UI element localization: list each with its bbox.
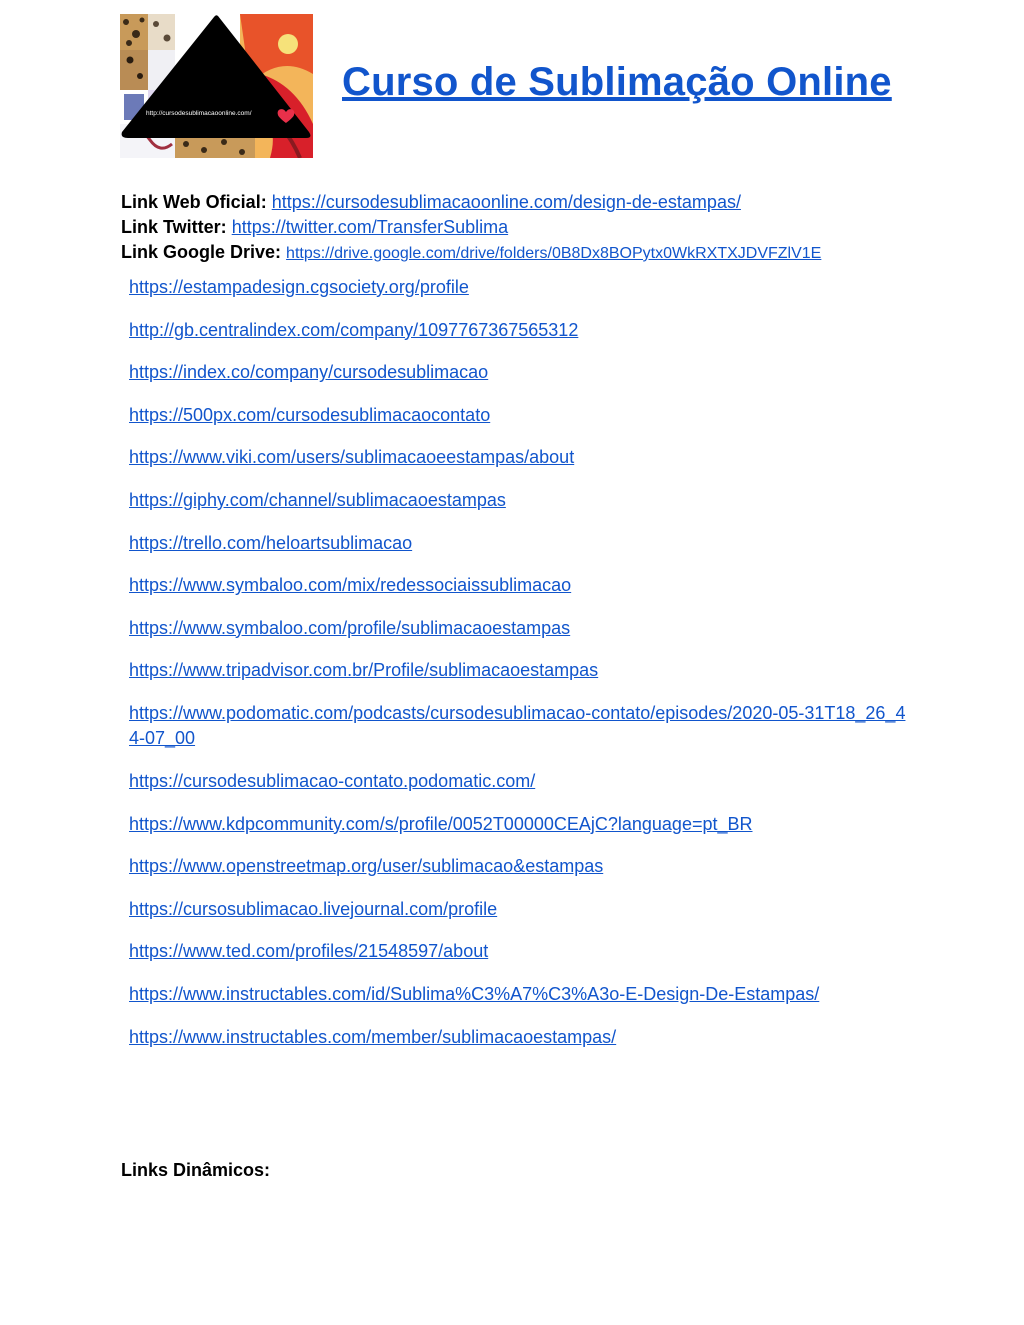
google-drive-link[interactable]: https://drive.google.com/drive/folders/0B8Dx8BOPytx0WkRXTXJDVFZlV1E bbox=[286, 245, 822, 262]
info-label: Link Google Drive: bbox=[121, 242, 282, 262]
profile-link[interactable]: https://cursodesublimacao-contato.podomatic.com/ bbox=[129, 771, 536, 792]
page-title[interactable]: Curso de Sublimação Online bbox=[342, 60, 892, 104]
profile-link[interactable]: https://cursosublimacao.livejournal.com/profile bbox=[129, 898, 498, 919]
profile-link[interactable]: https://www.openstreetmap.org/user/sublimacao&estampas bbox=[129, 856, 604, 877]
info-line-twitter bbox=[121, 216, 508, 238]
profile-link[interactable]: https://www.podomatic.com/podcasts/cursodesublimacao-contato/episodes/2020-05-31T18_26_44-07_00 bbox=[129, 702, 906, 749]
list-item bbox=[129, 403, 909, 429]
profile-link[interactable]: https://giphy.com/channel/sublimacaoestampas bbox=[129, 489, 506, 510]
link-list bbox=[129, 275, 909, 1067]
profile-link[interactable]: https://www.kdpcommunity.com/s/profile/0052T00000CEAjC?language=pt_BR bbox=[129, 813, 753, 834]
profile-link[interactable]: https://www.tripadvisor.com.br/Profile/sublimacaoestampas bbox=[129, 660, 599, 681]
list-item bbox=[129, 531, 909, 557]
list-item bbox=[129, 275, 909, 301]
web-oficial-link[interactable]: https://cursodesublimacaoonline.com/design-de-estampas/ bbox=[271, 192, 741, 212]
list-item bbox=[129, 1025, 909, 1051]
profile-link[interactable]: https://www.symbaloo.com/mix/redessociaissublimacao bbox=[129, 575, 572, 596]
list-item bbox=[129, 769, 909, 795]
list-item bbox=[129, 360, 909, 386]
profile-link[interactable]: https://estampadesign.cgsociety.org/profile bbox=[129, 277, 469, 297]
list-item bbox=[129, 701, 909, 752]
profile-link[interactable]: https://www.viki.com/users/sublimacaoeestampas/about bbox=[129, 447, 575, 468]
profile-link[interactable]: https://index.co/company/cursodesublimacao bbox=[129, 362, 489, 383]
dynamic-links-heading: Links Dinâmicos: bbox=[121, 1160, 271, 1180]
info-label: Link Web Oficial: bbox=[121, 192, 267, 212]
list-item bbox=[129, 982, 909, 1008]
list-item bbox=[129, 318, 909, 344]
profile-link[interactable]: https://www.ted.com/profiles/21548597/about bbox=[129, 941, 489, 962]
profile-link[interactable]: https://www.symbaloo.com/profile/sublimacaoestampas bbox=[129, 617, 571, 638]
list-item bbox=[129, 488, 909, 514]
info-label: Link Twitter: bbox=[121, 217, 227, 237]
list-item bbox=[129, 939, 909, 965]
logo-image bbox=[120, 14, 313, 158]
list-item bbox=[129, 573, 909, 599]
list-item bbox=[129, 658, 909, 684]
profile-link[interactable]: https://trello.com/heloartsublimacao bbox=[129, 532, 413, 553]
twitter-link[interactable]: https://twitter.com/TransferSublima bbox=[231, 217, 509, 237]
list-item bbox=[129, 445, 909, 471]
list-item bbox=[129, 854, 909, 880]
profile-link[interactable]: https://www.instructables.com/member/sublimacaoestampas/ bbox=[129, 1026, 617, 1047]
list-item bbox=[129, 897, 909, 923]
list-item bbox=[129, 812, 909, 838]
info-line-google-drive bbox=[121, 241, 821, 265]
profile-link[interactable]: https://500px.com/cursodesublimacaocontato bbox=[129, 404, 491, 425]
list-item bbox=[129, 616, 909, 642]
profile-link[interactable]: https://www.instructables.com/id/Sublima%C3%A7%C3%A3o-E-Design-De-Estampas/ bbox=[129, 984, 820, 1004]
profile-link[interactable]: http://gb.centralindex.com/company/1097767367565312 bbox=[129, 319, 579, 340]
info-line-web-oficial bbox=[121, 191, 741, 213]
logo-url-text: http://cursodesublimacaoonline.com/ bbox=[146, 110, 252, 117]
